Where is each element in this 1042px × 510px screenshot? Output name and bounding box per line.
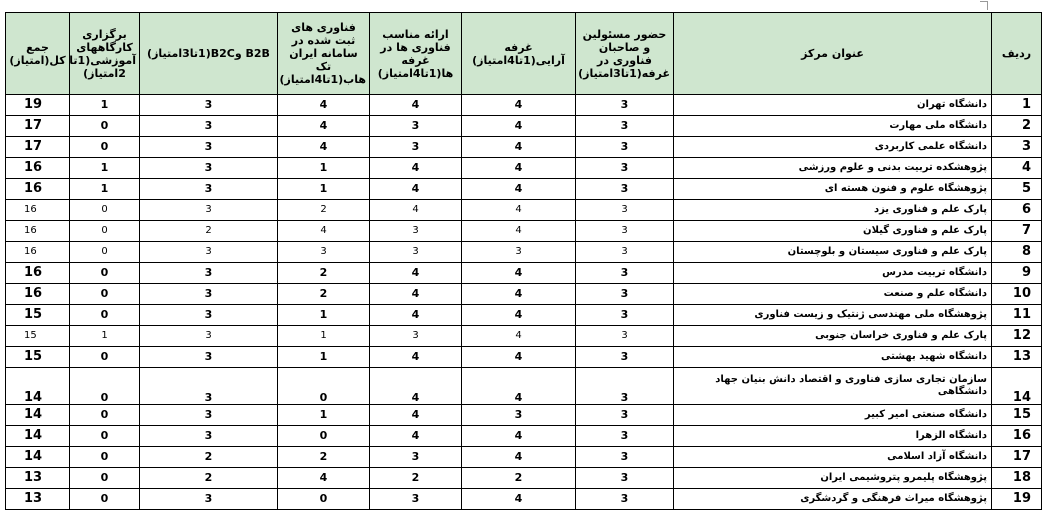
row-number: 19 — [992, 489, 1042, 510]
workshops-score: 0 — [70, 368, 140, 405]
total-score: 16 — [6, 158, 70, 179]
presentation-score: 3 — [370, 221, 462, 242]
presentation-score: 3 — [370, 489, 462, 510]
booth-decor-score: 4 — [462, 179, 576, 200]
presentation-score: 3 — [370, 137, 462, 158]
attendance-score: 3 — [576, 263, 674, 284]
center-name: پژوهشگاه علوم و فنون هسته ای — [674, 179, 992, 200]
header-attendance: حضور مسئولین و صاحبان فناوری در غرفه(1تا3امتیاز) — [576, 13, 674, 95]
header-b2b-b2c: B2B وB2C(1تا3امتیاز) — [140, 13, 278, 95]
header-total: جمع کل(امتیاز) — [6, 13, 70, 95]
workshops-score: 0 — [70, 305, 140, 326]
total-score: 13 — [6, 468, 70, 489]
b2b-b2c-score: 3 — [140, 489, 278, 510]
attendance-score: 3 — [576, 116, 674, 137]
center-name: پارک علم و فناوری سیستان و بلوچستان — [674, 242, 992, 263]
attendance-score: 3 — [576, 426, 674, 447]
total-score: 16 — [6, 221, 70, 242]
registered-tech-score: 4 — [278, 221, 370, 242]
b2b-b2c-score: 3 — [140, 179, 278, 200]
workshops-score: 0 — [70, 405, 140, 426]
workshops-score: 0 — [70, 347, 140, 368]
total-score: 15 — [6, 347, 70, 368]
row-number: 1 — [992, 95, 1042, 116]
booth-decor-score: 4 — [462, 116, 576, 137]
row-number: 8 — [992, 242, 1042, 263]
header-row-no: ردیف — [992, 13, 1042, 95]
booth-decor-score: 3 — [462, 242, 576, 263]
workshops-score: 1 — [70, 179, 140, 200]
table-row — [6, 326, 1042, 347]
workshops-score: 0 — [70, 284, 140, 305]
booth-decor-score: 4 — [462, 137, 576, 158]
table-row — [6, 347, 1042, 368]
b2b-b2c-score: 2 — [140, 447, 278, 468]
table-row — [6, 489, 1042, 510]
booth-decor-score: 4 — [462, 489, 576, 510]
b2b-b2c-score: 3 — [140, 158, 278, 179]
attendance-score: 3 — [576, 221, 674, 242]
workshops-score: 1 — [70, 158, 140, 179]
table-row — [6, 426, 1042, 447]
presentation-score: 4 — [370, 179, 462, 200]
row-number: 9 — [992, 263, 1042, 284]
table-row — [6, 405, 1042, 426]
b2b-b2c-score: 3 — [140, 200, 278, 221]
registered-tech-score: 2 — [278, 263, 370, 284]
b2b-b2c-score: 3 — [140, 405, 278, 426]
total-score: 17 — [6, 116, 70, 137]
center-name: دانشگاه علمی کاربردی — [674, 137, 992, 158]
registered-tech-score: 1 — [278, 326, 370, 347]
presentation-score: 3 — [370, 116, 462, 137]
table-row — [6, 305, 1042, 326]
booth-decor-score: 4 — [462, 305, 576, 326]
registered-tech-score: 1 — [278, 305, 370, 326]
attendance-score: 3 — [576, 447, 674, 468]
workshops-score: 0 — [70, 242, 140, 263]
b2b-b2c-score: 3 — [140, 284, 278, 305]
row-number: 11 — [992, 305, 1042, 326]
row-number: 14 — [992, 368, 1042, 405]
b2b-b2c-score: 3 — [140, 305, 278, 326]
center-name: دانشگاه الزهرا — [674, 426, 992, 447]
row-number: 3 — [992, 137, 1042, 158]
table-row — [6, 116, 1042, 137]
workshops-score: 0 — [70, 116, 140, 137]
total-score: 17 — [6, 137, 70, 158]
booth-decor-score: 4 — [462, 200, 576, 221]
registered-tech-score: 1 — [278, 405, 370, 426]
total-score: 14 — [6, 426, 70, 447]
attendance-score: 3 — [576, 368, 674, 405]
booth-decor-score: 4 — [462, 347, 576, 368]
booth-decor-score: 4 — [462, 426, 576, 447]
booth-decor-score: 4 — [462, 326, 576, 347]
workshops-score: 0 — [70, 221, 140, 242]
b2b-b2c-score: 3 — [140, 326, 278, 347]
scores-table — [5, 12, 1042, 510]
table-row — [6, 284, 1042, 305]
table-row — [6, 221, 1042, 242]
attendance-score: 3 — [576, 347, 674, 368]
row-number: 16 — [992, 426, 1042, 447]
presentation-score: 4 — [370, 305, 462, 326]
table-row — [6, 368, 1042, 405]
registered-tech-score: 4 — [278, 116, 370, 137]
total-score: 19 — [6, 95, 70, 116]
row-number: 12 — [992, 326, 1042, 347]
presentation-score: 4 — [370, 263, 462, 284]
registered-tech-score: 0 — [278, 426, 370, 447]
center-name: دانشگاه ملی مهارت — [674, 116, 992, 137]
center-name: پارک علم و فناوری یزد — [674, 200, 992, 221]
workshops-score: 0 — [70, 426, 140, 447]
row-number: 7 — [992, 221, 1042, 242]
presentation-score: 3 — [370, 326, 462, 347]
total-score: 16 — [6, 263, 70, 284]
total-score: 16 — [6, 284, 70, 305]
table-row — [6, 179, 1042, 200]
registered-tech-score: 1 — [278, 347, 370, 368]
booth-decor-score: 4 — [462, 447, 576, 468]
registered-tech-score: 3 — [278, 242, 370, 263]
table-row — [6, 263, 1042, 284]
b2b-b2c-score: 2 — [140, 468, 278, 489]
presentation-score: 2 — [370, 468, 462, 489]
center-name: دانشگاه صنعتی امیر کبیر — [674, 405, 992, 426]
presentation-score: 4 — [370, 200, 462, 221]
registered-tech-score: 4 — [278, 468, 370, 489]
registered-tech-score: 2 — [278, 284, 370, 305]
attendance-score: 3 — [576, 305, 674, 326]
presentation-score: 4 — [370, 158, 462, 179]
booth-decor-score: 4 — [462, 263, 576, 284]
b2b-b2c-score: 3 — [140, 368, 278, 405]
attendance-score: 3 — [576, 284, 674, 305]
attendance-score: 3 — [576, 179, 674, 200]
attendance-score: 3 — [576, 137, 674, 158]
b2b-b2c-score: 3 — [140, 347, 278, 368]
total-score: 14 — [6, 405, 70, 426]
registered-tech-score: 0 — [278, 489, 370, 510]
registered-tech-score: 4 — [278, 95, 370, 116]
workshops-score: 1 — [70, 95, 140, 116]
workshops-score: 0 — [70, 468, 140, 489]
workshops-score: 0 — [70, 137, 140, 158]
center-name: دانشگاه آزاد اسلامی — [674, 447, 992, 468]
presentation-score: 3 — [370, 242, 462, 263]
presentation-score: 4 — [370, 405, 462, 426]
b2b-b2c-score: 3 — [140, 116, 278, 137]
center-name: پژوهشگاه ملی مهندسی ژنتیک و زیست فناوری — [674, 305, 992, 326]
center-name: پژوهشکده تربیت بدنی و علوم ورزشی — [674, 158, 992, 179]
presentation-score: 4 — [370, 95, 462, 116]
b2b-b2c-score: 3 — [140, 242, 278, 263]
page-corner-mark — [980, 1, 988, 10]
registered-tech-score: 4 — [278, 137, 370, 158]
table-row — [6, 447, 1042, 468]
center-name: پژوهشگاه پلیمرو پتروشیمی ایران — [674, 468, 992, 489]
attendance-score: 3 — [576, 95, 674, 116]
row-number: 5 — [992, 179, 1042, 200]
workshops-score: 0 — [70, 200, 140, 221]
b2b-b2c-score: 3 — [140, 95, 278, 116]
row-number: 15 — [992, 405, 1042, 426]
registered-tech-score: 2 — [278, 200, 370, 221]
workshops-score: 1 — [70, 326, 140, 347]
table-row — [6, 242, 1042, 263]
header-workshops: برگزاری کارگاههای آموزشی(1تا 2امتیاز) — [70, 13, 140, 95]
table-row — [6, 200, 1042, 221]
attendance-score: 3 — [576, 158, 674, 179]
center-name: دانشگاه علم و صنعت — [674, 284, 992, 305]
header-center-title: عنوان مرکز — [674, 13, 992, 95]
presentation-score: 4 — [370, 347, 462, 368]
total-score: 15 — [6, 326, 70, 347]
total-score: 14 — [6, 368, 70, 405]
presentation-score: 4 — [370, 284, 462, 305]
registered-tech-score: 2 — [278, 447, 370, 468]
attendance-score: 3 — [576, 242, 674, 263]
row-number: 2 — [992, 116, 1042, 137]
center-name: پژوهشگاه میراث فرهنگی و گردشگری — [674, 489, 992, 510]
booth-decor-score: 4 — [462, 221, 576, 242]
center-name: سازمان تجاری سازی فناوری و اقتصاد دانش بنیان جهاد دانشگاهی — [674, 368, 992, 405]
presentation-score: 4 — [370, 426, 462, 447]
b2b-b2c-score: 3 — [140, 263, 278, 284]
b2b-b2c-score: 3 — [140, 137, 278, 158]
presentation-score: 4 — [370, 368, 462, 405]
center-name: دانشگاه تربیت مدرس — [674, 263, 992, 284]
presentation-score: 3 — [370, 447, 462, 468]
booth-decor-score: 2 — [462, 468, 576, 489]
table-body — [6, 95, 1042, 510]
registered-tech-score: 1 — [278, 158, 370, 179]
table-row — [6, 137, 1042, 158]
booth-decor-score: 4 — [462, 158, 576, 179]
attendance-score: 3 — [576, 489, 674, 510]
table-header — [6, 13, 1042, 95]
workshops-score: 0 — [70, 489, 140, 510]
attendance-score: 3 — [576, 405, 674, 426]
workshops-score: 0 — [70, 447, 140, 468]
total-score: 15 — [6, 305, 70, 326]
registered-tech-score: 0 — [278, 368, 370, 405]
total-score: 16 — [6, 179, 70, 200]
row-number: 13 — [992, 347, 1042, 368]
b2b-b2c-score: 2 — [140, 221, 278, 242]
center-name: پارک علم و فناوری گیلان — [674, 221, 992, 242]
booth-decor-score: 4 — [462, 368, 576, 405]
booth-decor-score: 4 — [462, 95, 576, 116]
total-score: 16 — [6, 242, 70, 263]
registered-tech-score: 1 — [278, 179, 370, 200]
header-booth-decor: غرفه آرایی(1تا4امتیاز) — [462, 13, 576, 95]
row-number: 10 — [992, 284, 1042, 305]
booth-decor-score: 3 — [462, 405, 576, 426]
attendance-score: 3 — [576, 326, 674, 347]
header-registered-tech: فناوری های ثبت شده در سامانه ایران تک هاب(1تا4امتیاز) — [278, 13, 370, 95]
table-row — [6, 158, 1042, 179]
booth-decor-score: 4 — [462, 284, 576, 305]
table-row — [6, 95, 1042, 116]
total-score: 13 — [6, 489, 70, 510]
total-score: 16 — [6, 200, 70, 221]
center-name: دانشگاه تهران — [674, 95, 992, 116]
center-name: پارک علم و فناوری خراسان جنوبی — [674, 326, 992, 347]
attendance-score: 3 — [576, 200, 674, 221]
row-number: 6 — [992, 200, 1042, 221]
header-tech-presentation: ارائه مناسب فناوری ها در غرفه ها(1تا4امتیاز) — [370, 13, 462, 95]
center-name: دانشگاه شهید بهشتی — [674, 347, 992, 368]
b2b-b2c-score: 3 — [140, 426, 278, 447]
row-number: 4 — [992, 158, 1042, 179]
row-number: 17 — [992, 447, 1042, 468]
attendance-score: 3 — [576, 468, 674, 489]
row-number: 18 — [992, 468, 1042, 489]
workshops-score: 0 — [70, 263, 140, 284]
total-score: 14 — [6, 447, 70, 468]
table-row — [6, 468, 1042, 489]
